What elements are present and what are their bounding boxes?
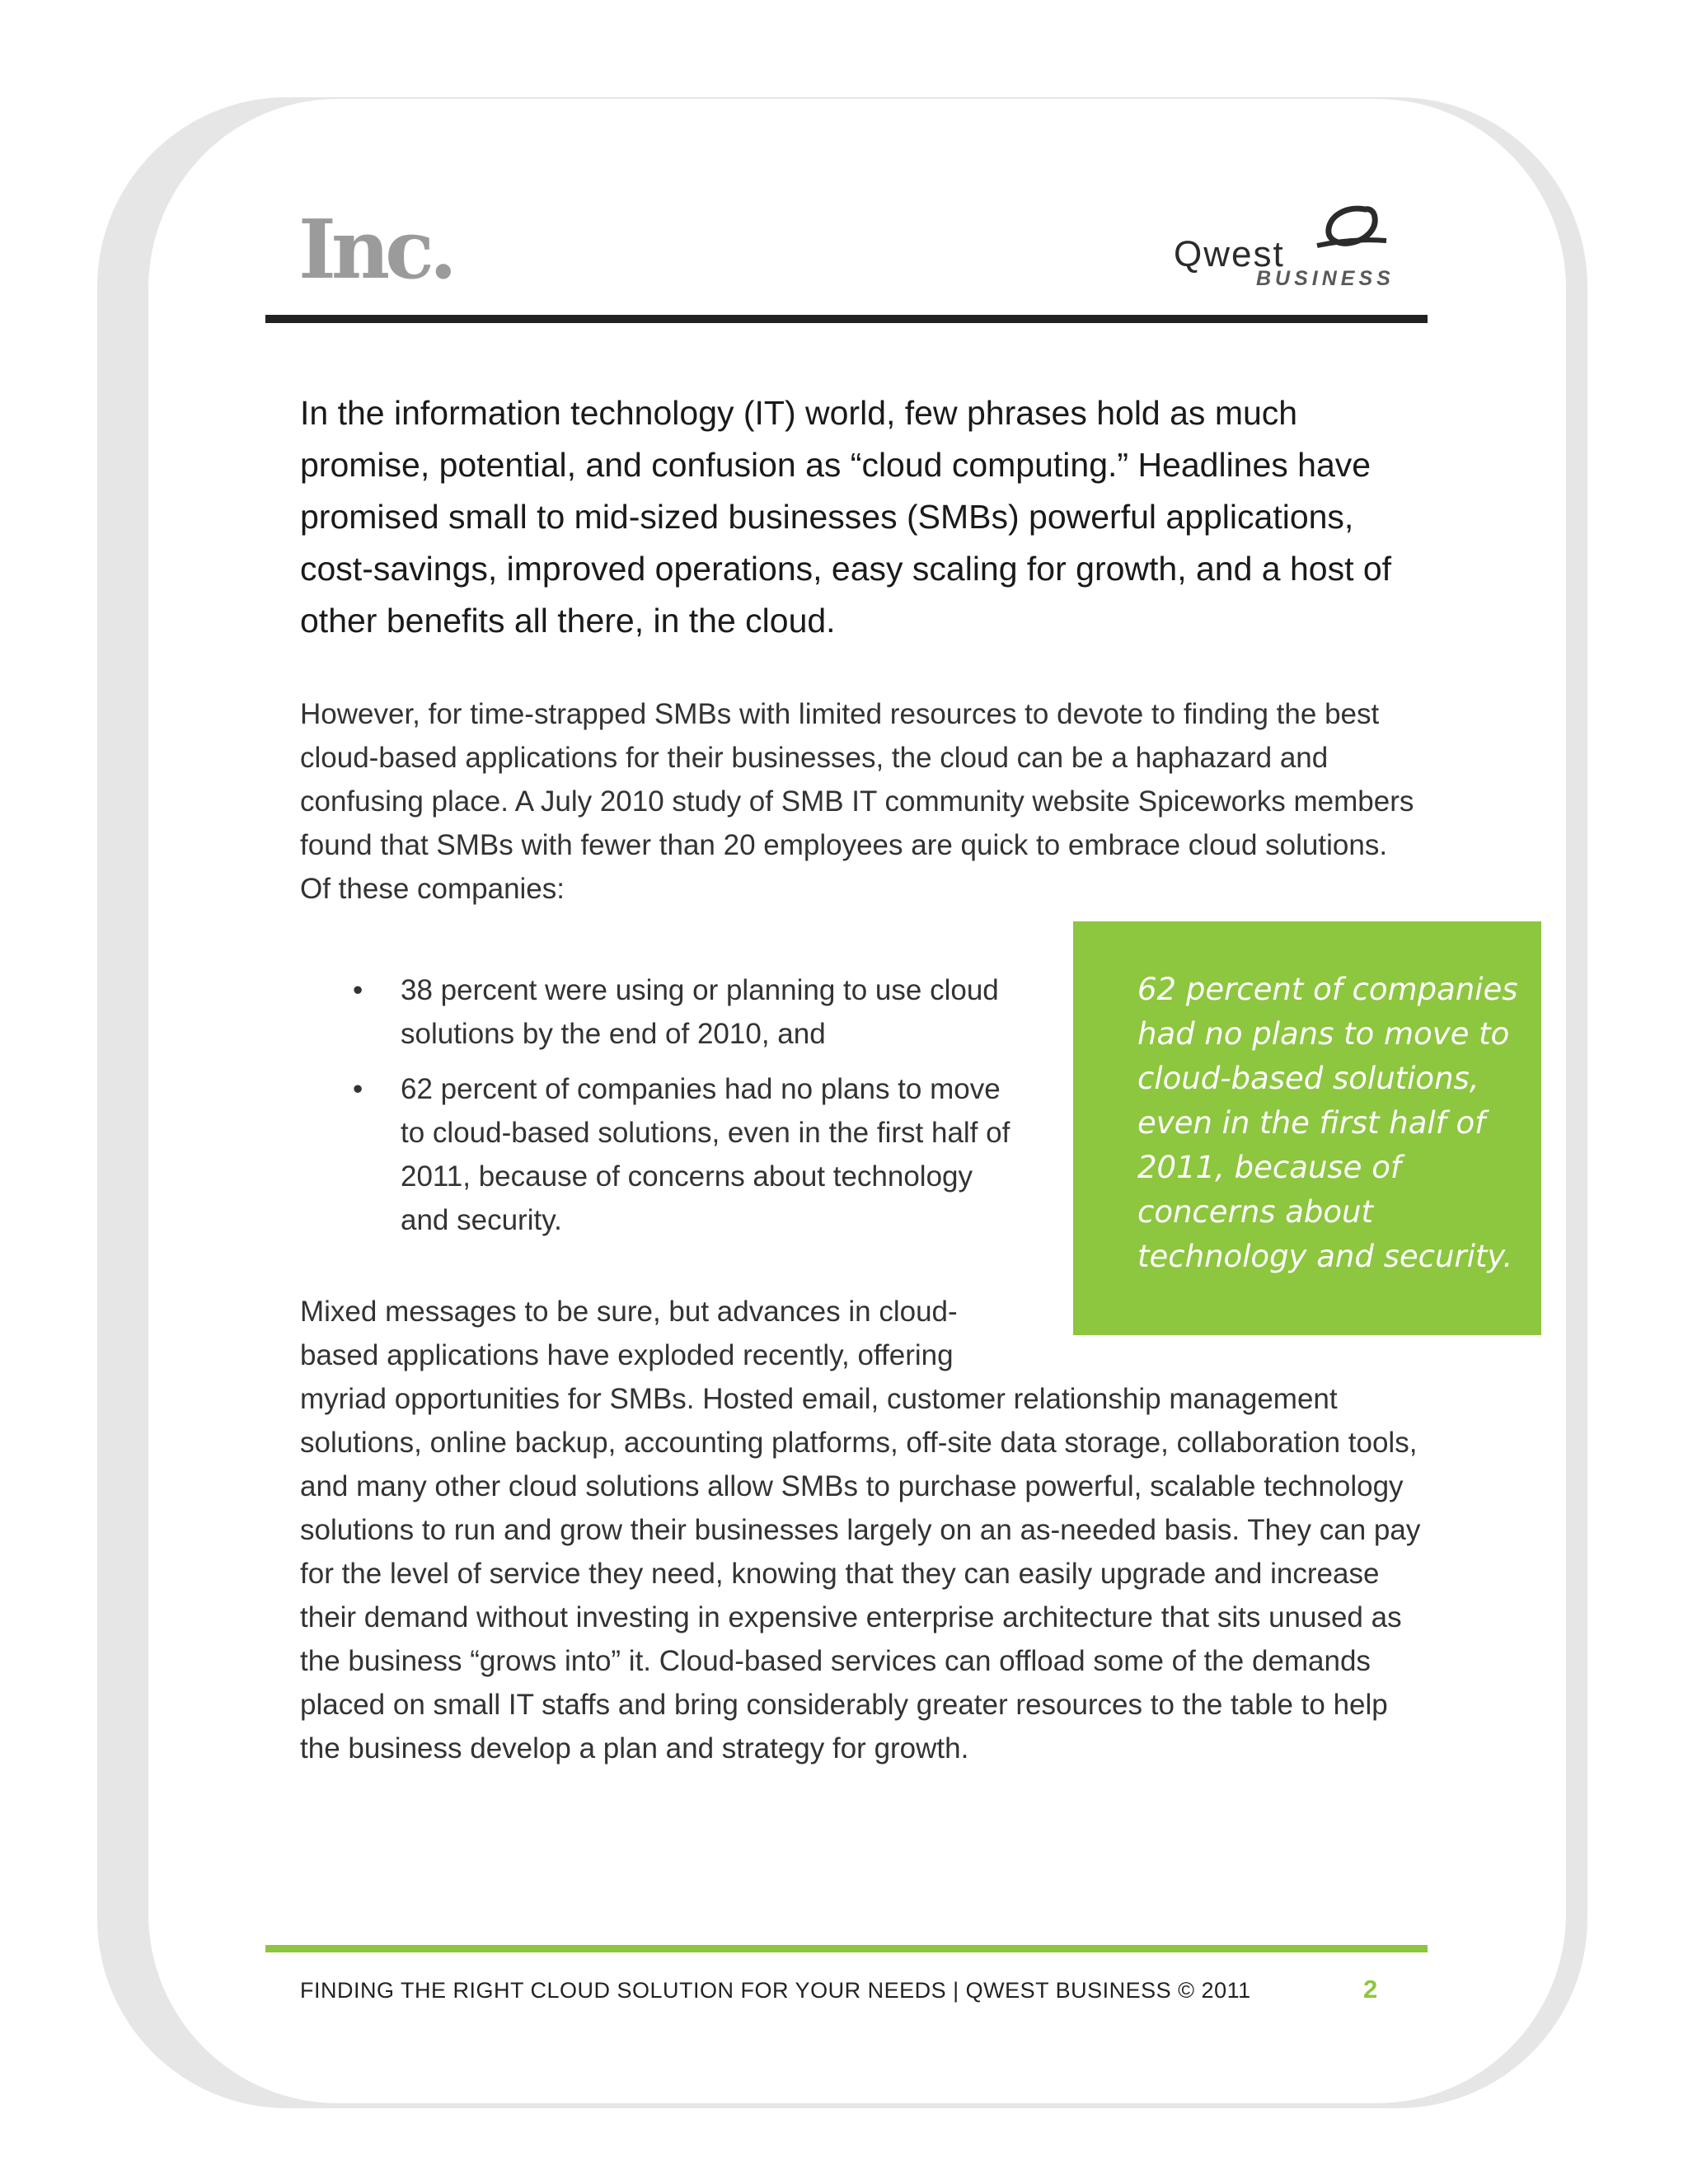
header-divider [265, 315, 1428, 323]
bullet-icon: • [353, 974, 363, 1006]
list-item-text: 38 percent were using or planning to use cloud solutions by the end of 2010, and [401, 974, 999, 1050]
lead-paragraph: In the information technology (IT) world, few phrases hold as much promise, potential, and confusion as “cloud computing.” Headlines have promised small to mid-sized businesses (SMBs) powerful applications, cost-savings, improved operations, easy scaling for growth, and a host of other benefits all there, in the cloud. [300, 394, 1392, 640]
list-item [346, 968, 1022, 1056]
body-paragraph-2-line-1: Mixed messages to be sure, but advances in cloud- [300, 1296, 958, 1328]
bullet-icon: • [353, 1073, 363, 1105]
qwest-q-mark-icon [1315, 204, 1388, 262]
inc-logo: Inc. [298, 203, 452, 298]
pull-quote-text: 62 percent of companies had no plans to move to cloud-based solutions, even in the first half of 2011, because of concerns about technology and security. [1137, 972, 1518, 1274]
qwest-logo-word: Qwest [1174, 234, 1285, 274]
pull-quote-box [1073, 921, 1541, 1335]
list-item-text: 62 percent of companies had no plans to move to cloud-based solutions, even in the first half of 2011, because of concerns about technology and security. [401, 1073, 1010, 1236]
body-paragraph-2-line-2: based applications have exploded recently, offering [300, 1339, 954, 1371]
footer-divider [265, 1945, 1428, 1952]
page-number: 2 [1363, 1975, 1378, 2004]
list-item [346, 1067, 1022, 1242]
body-paragraph-2-rest: myriad opportunities for SMBs. Hosted email, customer relationship management solutions, online backup, accounting platforms, off-site data storage, collaboration tools, and many other cloud solutions allow SMBs to purchase powerful, scalable technology solutions to run and grow their businesses largely on an as-needed basis. They can pay for the level of service they need, knowing that they can easily upgrade and increase their demand without investing in expensive enterprise architecture that sits unused as the business “grows into” it. Cloud-based services can offload some of the demands placed on small IT staffs and bring considerably greater resources to the table to help the business develop a plan and strategy for growth. [300, 1383, 1421, 1765]
bullet-list [346, 968, 1022, 1254]
body-paragraph-1: However, for time-strapped SMBs with limited resources to devote to finding the best cloud-based applications for their businesses, the cloud can be a haphazard and confusing place. A July 2010 study of SMB IT community website Spiceworks members found that SMBs with fewer than 20 employees are quick to embrace cloud solutions. Of these companies: [300, 698, 1414, 905]
qwest-logo-business: BUSINESS [1256, 267, 1395, 290]
body-paragraph-2 [300, 1290, 1421, 1770]
footer-text: FINDING THE RIGHT CLOUD SOLUTION FOR YOUR NEEDS | QWEST BUSINESS © 2011 [300, 1978, 1251, 2003]
qwest-business-logo [1174, 204, 1395, 290]
